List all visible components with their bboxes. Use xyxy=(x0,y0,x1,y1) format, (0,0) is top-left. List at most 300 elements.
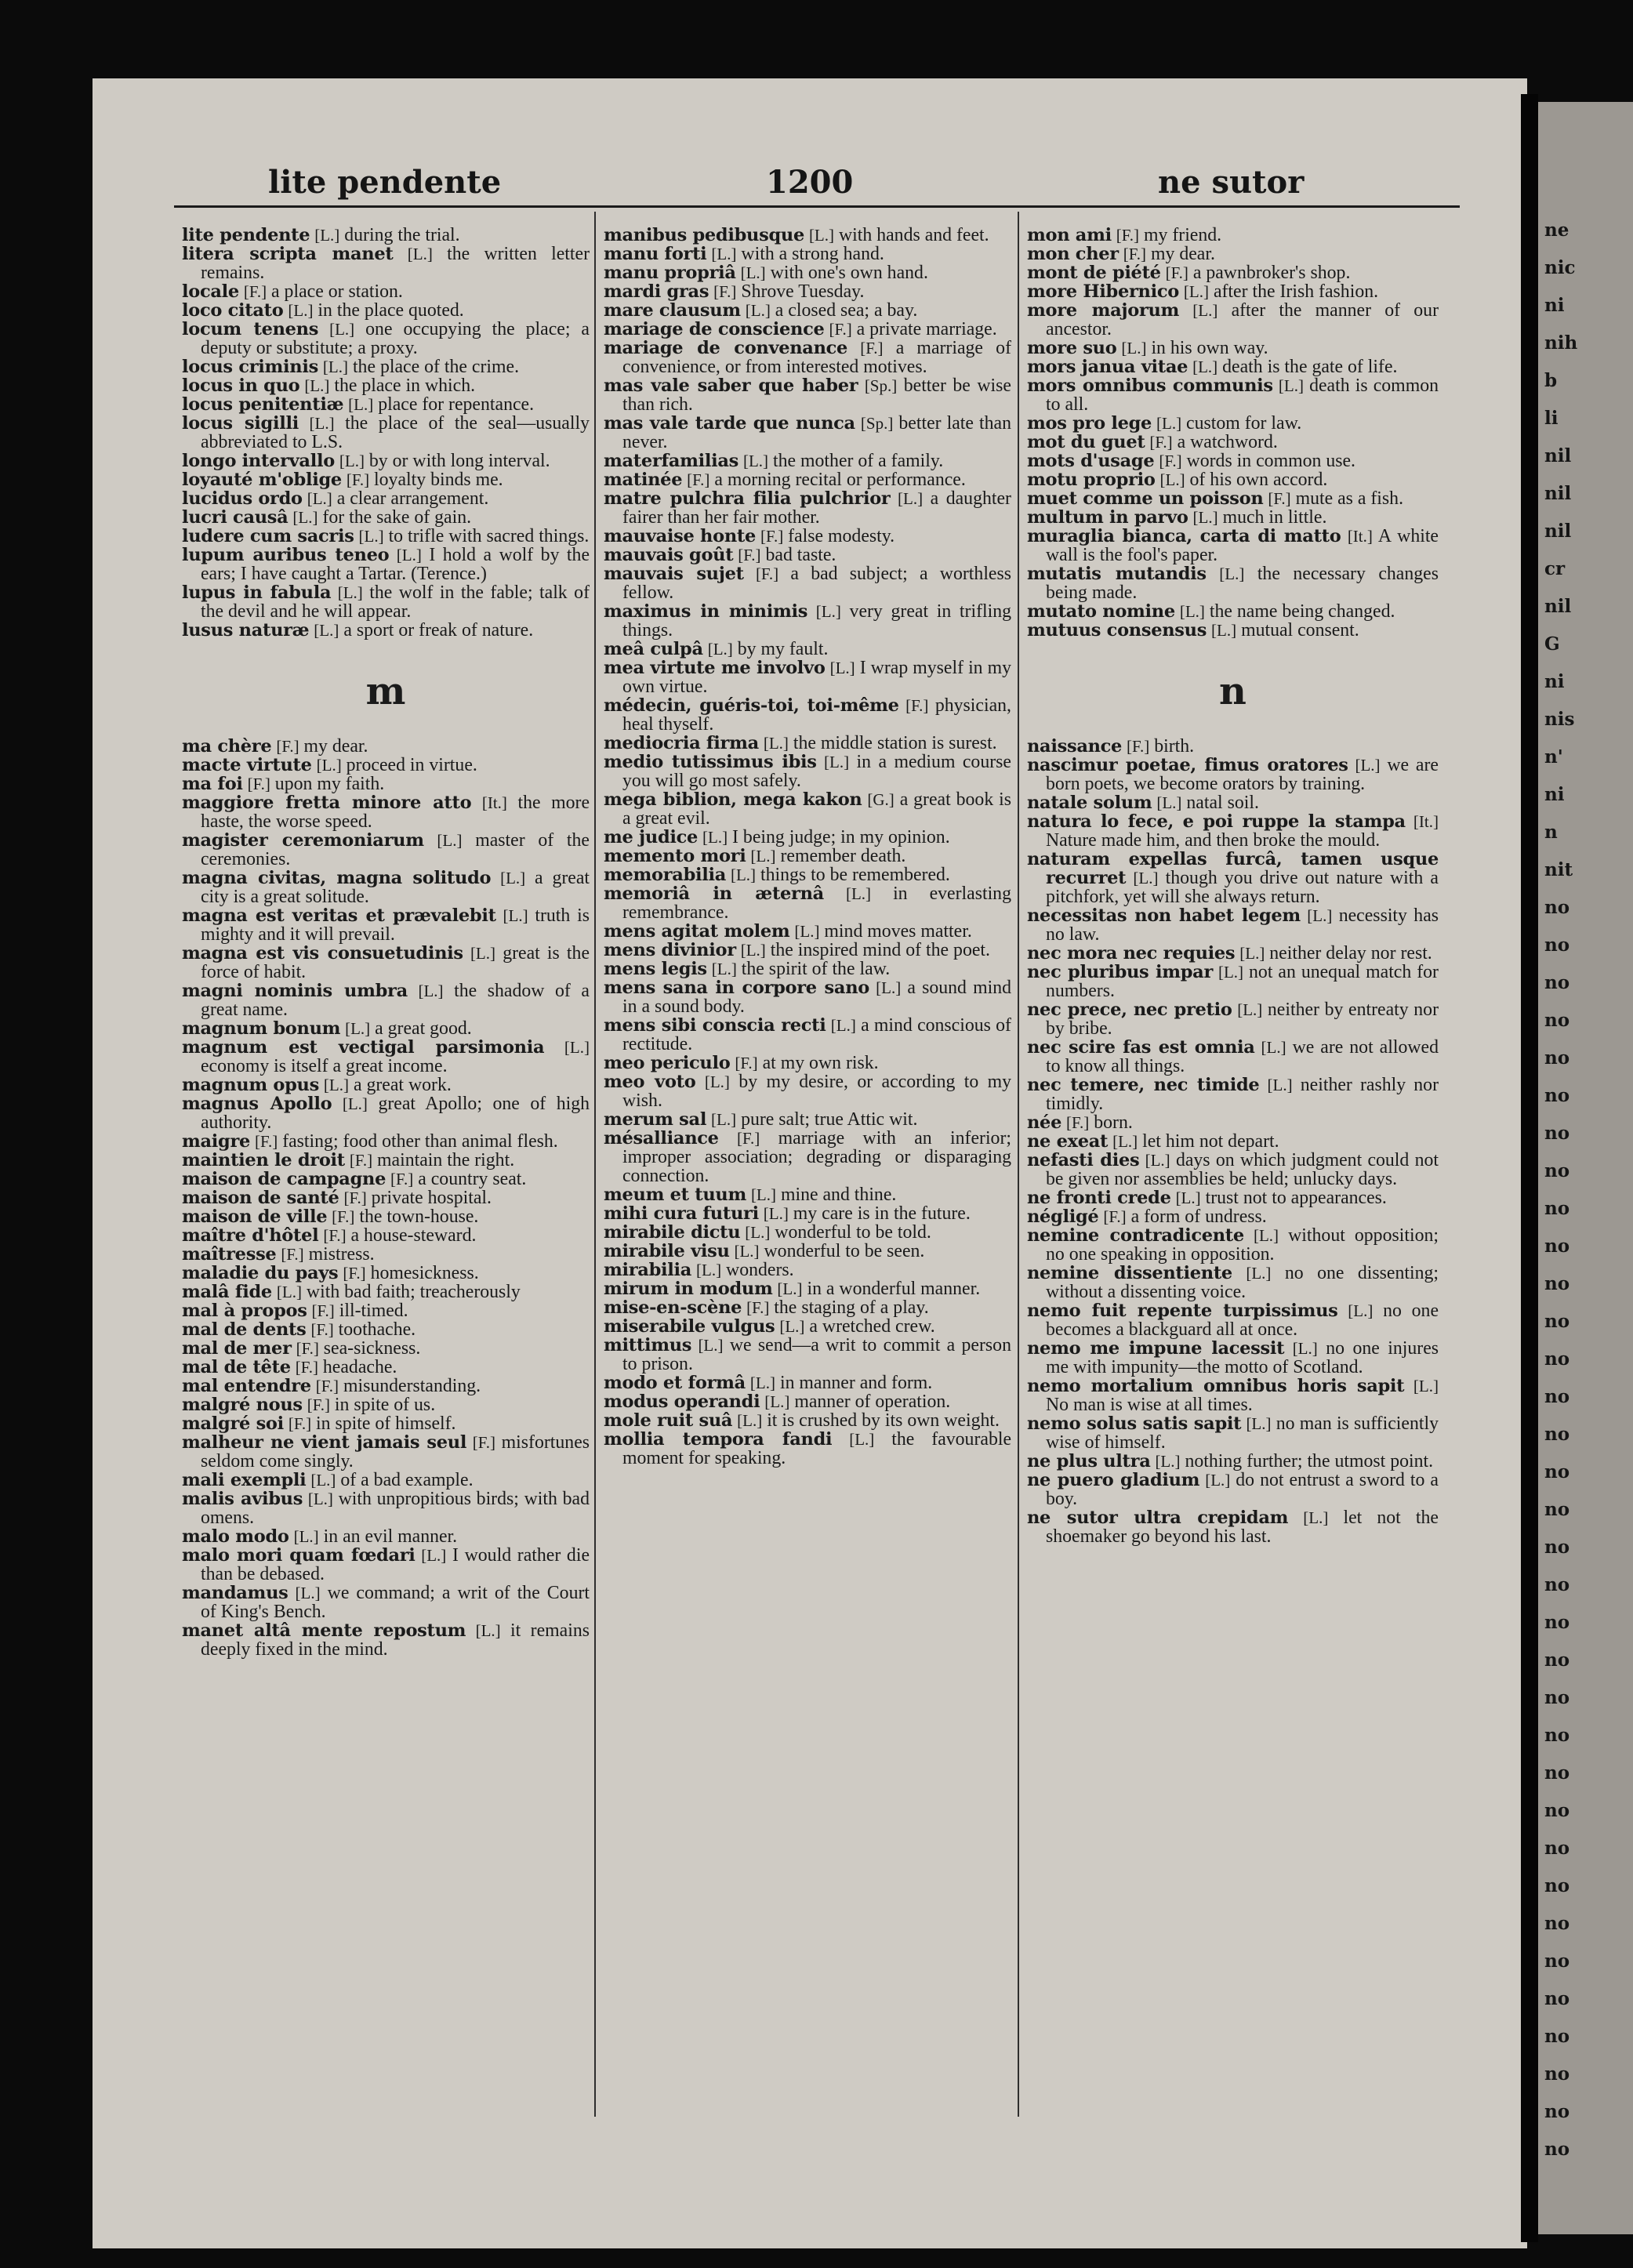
entry-headword: mas vale saber que haber xyxy=(604,376,858,396)
dictionary-entry xyxy=(1027,489,1439,508)
dictionary-entry xyxy=(182,944,590,982)
entry-definition: things to be remembered. xyxy=(760,865,950,885)
entry-headword: maigre xyxy=(182,1131,251,1152)
entry-headword: ne fronti crede xyxy=(1027,1188,1171,1208)
entry-headword: nemo me impune lacessit xyxy=(1027,1338,1285,1359)
dictionary-entry xyxy=(1027,1207,1439,1226)
entry-definition: the staging of a play. xyxy=(774,1297,929,1318)
entry-language: [L.] xyxy=(1112,1132,1138,1151)
entry-definition: Nature made him, and then broke the mould. xyxy=(1046,830,1381,851)
entry-definition: a mind conscious of rectitude. xyxy=(622,1015,1011,1054)
entry-language: [L.] xyxy=(1133,869,1159,887)
entry-definition: my dear. xyxy=(303,736,368,757)
entry-definition: do not entrust a sword to a boy. xyxy=(1046,1470,1439,1509)
entry-language: [F.] xyxy=(315,1377,339,1395)
adjacent-page-word: no xyxy=(1544,1913,1570,1934)
entry-language: [L.] xyxy=(418,982,444,1000)
dictionary-entry xyxy=(182,470,590,489)
dictionary-entry xyxy=(182,301,590,320)
entry-headword: mens legis xyxy=(604,959,707,979)
dictionary-entry xyxy=(1027,1414,1439,1452)
entry-language: [L.] xyxy=(1192,508,1218,527)
entry-definition: the shadow of a great name. xyxy=(201,981,590,1020)
adjacent-page-word: no xyxy=(1544,1236,1570,1257)
dictionary-entry xyxy=(1027,737,1439,756)
entry-language: [L.] xyxy=(824,753,850,771)
entry-definition: we are not allowed to know all things. xyxy=(1046,1037,1439,1076)
adjacent-page-word: no xyxy=(1544,934,1570,956)
entry-definition: words in common use. xyxy=(1186,451,1356,471)
entry-definition: a country seat. xyxy=(418,1169,527,1189)
entry-headword: mea virtute me involvo xyxy=(604,658,826,678)
entry-language: [L.] xyxy=(470,944,496,963)
dictionary-entry xyxy=(182,282,590,301)
entry-language: [L.] xyxy=(1179,602,1205,621)
entry-headword: more suo xyxy=(1027,338,1117,358)
entry-language: [L.] xyxy=(348,395,374,414)
entry-language: [L.] xyxy=(310,1471,336,1490)
entry-definition: a closed sea; a bay. xyxy=(775,300,918,321)
entry-definition: wonderful to be seen. xyxy=(764,1241,925,1261)
adjacent-page-word: nil xyxy=(1544,596,1572,617)
entry-definition: we command; a writ of the Court of King's Bench. xyxy=(201,1583,590,1622)
entry-headword: modus operandi xyxy=(604,1392,760,1412)
entry-definition: born. xyxy=(1094,1112,1133,1133)
entry-headword: mal de tête xyxy=(182,1357,291,1377)
entry-language: [L.] xyxy=(1246,1414,1272,1433)
entry-definition: in spite of himself. xyxy=(316,1413,456,1434)
entry-language: [L.] xyxy=(564,1038,590,1057)
dictionary-entry xyxy=(604,978,1011,1016)
entry-definition: to trifle with sacred things. xyxy=(388,526,590,546)
entry-headword: matre pulchra filia pulchrior xyxy=(604,488,891,509)
entry-language: [L.] xyxy=(777,1279,803,1298)
entry-language: [L.] xyxy=(740,941,766,960)
dictionary-entry xyxy=(182,508,590,527)
entry-definition: by my fault. xyxy=(737,639,829,659)
entry-headword: nec prece, nec pretio xyxy=(1027,1000,1232,1020)
entry-definition: necessity has no law. xyxy=(1046,905,1439,945)
entry-headword: ne exeat xyxy=(1027,1131,1109,1152)
dictionary-entry xyxy=(604,640,1011,659)
entry-language: [L.] xyxy=(1261,1038,1286,1057)
dictionary-entry xyxy=(604,339,1011,376)
entry-language: [L.] xyxy=(815,602,841,621)
entry-language: [F.] xyxy=(738,546,761,564)
adjacent-page-word: nit xyxy=(1544,859,1573,880)
entry-definition: a clear arrangement. xyxy=(336,488,489,509)
entry-definition: the inspired mind of the poet. xyxy=(770,940,990,960)
dictionary-entry xyxy=(604,828,1011,847)
adjacent-page-word: no xyxy=(1544,1725,1570,1746)
entry-language: [F.] xyxy=(735,1054,758,1072)
entry-language: [F.] xyxy=(311,1301,335,1320)
entry-headword: naturam expellas furcâ, tamen usque recurret xyxy=(1027,849,1439,888)
entry-definition: no one becomes a blackguard all at once. xyxy=(1046,1301,1439,1340)
entry-headword: maintien le droit xyxy=(182,1150,345,1170)
dictionary-entry xyxy=(182,1226,590,1245)
entry-headword: malis avibus xyxy=(182,1489,303,1509)
entry-definition: let him not depart. xyxy=(1142,1131,1279,1152)
entry-language: [L.] xyxy=(421,1546,447,1565)
entry-definition: for the sake of gain. xyxy=(322,507,472,528)
entry-language: [L.] xyxy=(734,1242,760,1261)
entry-definition: during the trial. xyxy=(344,226,460,245)
entry-language: [L.] xyxy=(1239,944,1265,963)
dictionary-entry xyxy=(182,1132,590,1151)
entry-language: [L.] xyxy=(764,1392,790,1411)
entry-headword: manet altâ mente repostum xyxy=(182,1620,466,1641)
entry-definition: a great good. xyxy=(375,1018,472,1039)
entry-language: [L.] xyxy=(1211,621,1237,640)
entry-definition: in manner and form. xyxy=(779,1373,933,1393)
adjacent-page-word: no xyxy=(1544,1348,1570,1370)
entry-language: [L.] xyxy=(1307,906,1333,925)
entry-headword: naissance xyxy=(1027,736,1123,757)
dictionary-entry xyxy=(182,414,590,452)
entry-language: [L.] xyxy=(295,1584,321,1602)
dictionary-entry xyxy=(604,1298,1011,1317)
entry-definition: with hands and feet. xyxy=(838,226,989,245)
entry-headword: mos pro lege xyxy=(1027,413,1152,434)
entry-language: [L.] xyxy=(737,1411,763,1430)
dictionary-entry xyxy=(182,320,590,357)
entry-definition: the wolf in the fable; talk of the devil and he will appear. xyxy=(201,582,590,622)
dictionary-entry xyxy=(182,906,590,944)
dictionary-entry xyxy=(1027,376,1439,414)
entry-definition: one occupying the place; a deputy or substitute; a proxy. xyxy=(201,319,590,358)
dictionary-entry xyxy=(604,884,1011,922)
entry-language: [L.] xyxy=(730,865,757,884)
entry-definition: nothing further; the utmost point. xyxy=(1185,1451,1434,1471)
entry-headword: memento mori xyxy=(604,846,746,866)
entry-headword: loco citato xyxy=(182,300,284,321)
dictionary-entry xyxy=(182,395,590,414)
entry-definition: no one dissenting; without a dissenting voice. xyxy=(1046,1263,1439,1302)
dictionary-entry xyxy=(604,1430,1011,1468)
dictionary-entry xyxy=(182,982,590,1019)
dictionary-entry xyxy=(182,1038,590,1076)
entry-headword: magnus Apollo xyxy=(182,1094,332,1114)
entry-headword: manu propriâ xyxy=(604,263,736,283)
entry-definition: A white wall is the fool's paper. xyxy=(1046,526,1439,565)
adjacent-page-word: b xyxy=(1544,370,1558,391)
entry-language: [L.] xyxy=(1303,1508,1329,1527)
dictionary-entry xyxy=(182,621,590,640)
entry-definition: trust not to appearances. xyxy=(1205,1188,1387,1208)
entry-headword: nemo solus satis sapit xyxy=(1027,1413,1242,1434)
dictionary-entry xyxy=(604,414,1011,452)
dictionary-entry xyxy=(182,1621,590,1659)
entry-headword: mirabile visu xyxy=(604,1241,730,1261)
adjacent-page-word: no xyxy=(1544,1574,1570,1595)
entry-language: [F.] xyxy=(472,1433,495,1452)
dictionary-entry xyxy=(182,489,590,508)
entry-headword: muet comme un poisson xyxy=(1027,488,1264,509)
dictionary-entry xyxy=(182,1245,590,1264)
dictionary-entry xyxy=(1027,470,1439,489)
entry-definition: much in little. xyxy=(1222,507,1327,528)
entry-definition: we are born poets, we become orators by training. xyxy=(1046,755,1439,794)
dictionary-entry xyxy=(182,1433,590,1471)
entry-definition: mine and thine. xyxy=(780,1185,897,1205)
adjacent-page-word: no xyxy=(1544,1687,1570,1708)
entry-definition: a great city is a great solitude. xyxy=(201,868,590,907)
entry-language: [L.] xyxy=(898,489,924,508)
dictionary-entry xyxy=(604,1392,1011,1411)
entry-headword: malâ fide xyxy=(182,1282,272,1302)
dictionary-entry xyxy=(604,452,1011,470)
entry-headword: macte virtute xyxy=(182,755,312,775)
entry-headword: magna civitas, magna solitudo xyxy=(182,868,492,888)
entry-definition: master of the ceremonies. xyxy=(201,830,590,869)
entry-language: [L.] xyxy=(500,869,526,887)
entry-headword: mal de dents xyxy=(182,1319,307,1340)
dictionary-entry xyxy=(182,546,590,583)
dictionary-entry xyxy=(182,1188,590,1207)
dictionary-entry xyxy=(604,1411,1011,1430)
entry-headword: locus penitentiæ xyxy=(182,394,344,415)
entry-headword: locum tenens xyxy=(182,319,319,339)
entry-definition: after the manner of our ancestor. xyxy=(1046,300,1439,339)
entry-language: [L.] xyxy=(314,226,340,245)
dictionary-entry xyxy=(182,245,590,282)
dictionary-entry xyxy=(1027,263,1439,282)
entry-definition: custom for law. xyxy=(1186,413,1302,434)
dictionary-entry xyxy=(1027,564,1439,602)
entry-language: [L.] xyxy=(1192,357,1218,376)
entry-headword: mare clausum xyxy=(604,300,741,321)
dictionary-entry xyxy=(182,1584,590,1621)
entry-definition: remember death. xyxy=(780,846,906,866)
entry-headword: lucidus ordo xyxy=(182,488,303,509)
entry-headword: locale xyxy=(182,281,239,302)
entry-definition: in everlasting remembrance. xyxy=(622,884,1011,923)
entry-definition: I being judge; in my opinion. xyxy=(732,827,950,847)
entry-headword: née xyxy=(1027,1112,1062,1133)
entry-headword: maggiore fretta minore atto xyxy=(182,793,472,813)
entry-language: [F.] xyxy=(1159,452,1182,470)
entry-headword: nemo fuit repente turpissimus xyxy=(1027,1301,1338,1321)
entry-language: [L.] xyxy=(1219,564,1245,583)
dictionary-entry xyxy=(604,489,1011,527)
dictionary-entry xyxy=(182,1170,590,1188)
entry-language: [F.] xyxy=(255,1132,278,1151)
entry-definition: physician, heal thyself. xyxy=(622,695,1011,735)
dictionary-entry xyxy=(604,1016,1011,1054)
entry-headword: mors omnibus communis xyxy=(1027,376,1273,396)
entry-headword: mauvaise honte xyxy=(604,526,756,546)
dictionary-entry xyxy=(1027,1339,1439,1377)
dictionary-entry xyxy=(182,357,590,376)
entry-headword: meum et tuum xyxy=(604,1185,746,1205)
entry-headword: locus criminis xyxy=(182,357,318,377)
entry-language: [L.] xyxy=(711,245,737,263)
entry-definition: wonders. xyxy=(726,1260,794,1280)
dictionary-entry xyxy=(1027,1264,1439,1301)
adjacent-page-word: nil xyxy=(1544,483,1572,504)
dictionary-entry xyxy=(182,1358,590,1377)
entry-definition: false modesty. xyxy=(788,526,895,546)
entry-language: [F.] xyxy=(860,339,884,357)
running-head-left: lite pendente xyxy=(268,164,502,201)
dictionary-entry xyxy=(182,583,590,621)
entry-definition: it is crushed by its own weight. xyxy=(767,1410,1000,1431)
dictionary-entry xyxy=(1027,1226,1439,1264)
entry-language: [L.] xyxy=(745,301,771,320)
dictionary-entry xyxy=(604,696,1011,734)
entry-definition: I hold a wolf by the ears; I have caught a Tartar. (Terence.) xyxy=(201,545,590,584)
adjacent-page-word: ni xyxy=(1544,784,1565,805)
entry-definition: a form of undress. xyxy=(1130,1207,1267,1227)
entry-language: [L.] xyxy=(396,546,422,564)
entry-language: [L.] xyxy=(322,357,348,376)
dictionary-entry xyxy=(1027,602,1439,621)
entry-definition: the more haste, the worse speed. xyxy=(201,793,590,832)
dictionary-entry xyxy=(182,226,590,245)
dictionary-column-2 xyxy=(604,226,1011,2107)
dictionary-entry xyxy=(604,546,1011,564)
dictionary-entry xyxy=(182,376,590,395)
dictionary-entry xyxy=(182,1207,590,1226)
dictionary-entry xyxy=(1027,1508,1439,1546)
entry-language: [Sp.] xyxy=(864,376,898,395)
adjacent-page-word: no xyxy=(1544,897,1570,918)
entry-headword: mal entendre xyxy=(182,1376,311,1396)
entry-definition: the place of the crime. xyxy=(352,357,520,377)
adjacent-page-word: ni xyxy=(1544,295,1565,316)
entry-definition: marriage with an inferior; improper association; degrading or disparaging connection. xyxy=(622,1128,1011,1186)
entry-definition: my dear. xyxy=(1150,244,1215,264)
entry-headword: ma foi xyxy=(182,774,243,794)
dictionary-entry xyxy=(604,1242,1011,1261)
entry-definition: a sound mind in a sound body. xyxy=(622,978,1011,1017)
entry-headword: mardi gras xyxy=(604,281,709,302)
entry-language: [L.] xyxy=(829,659,855,677)
entry-headword: magni nominis umbra xyxy=(182,981,408,1001)
entry-definition: no one injures me with impunity—the motto of Scotland. xyxy=(1046,1338,1439,1377)
dictionary-entry xyxy=(1027,1471,1439,1508)
entry-definition: headache. xyxy=(322,1357,397,1377)
entry-headword: mal de mer xyxy=(182,1338,292,1359)
entry-headword: mas vale tarde que nunca xyxy=(604,413,855,434)
entry-definition: a house-steward. xyxy=(350,1225,477,1246)
adjacent-page-word: no xyxy=(1544,1875,1570,1896)
dictionary-entry xyxy=(182,793,590,831)
dictionary-entry xyxy=(182,1019,590,1038)
entry-headword: mali exempli xyxy=(182,1470,307,1490)
entry-language: [F.] xyxy=(829,320,852,339)
entry-headword: miserabile vulgus xyxy=(604,1316,775,1337)
dictionary-entry xyxy=(604,790,1011,828)
dictionary-entry xyxy=(1027,1301,1439,1339)
entry-language: [L.] xyxy=(475,1621,501,1640)
running-header xyxy=(174,157,1460,208)
entry-language: [L.] xyxy=(1205,1471,1231,1490)
entry-headword: locus sigilli xyxy=(182,413,299,434)
entry-definition: a great work. xyxy=(353,1075,452,1095)
entry-headword: mot du guet xyxy=(1027,432,1145,452)
adjacent-page-word: no xyxy=(1544,1311,1570,1332)
entry-definition: of a bad example. xyxy=(340,1470,474,1490)
dictionary-column-1 xyxy=(182,226,590,2107)
entry-definition: the necessary changes being made. xyxy=(1046,564,1439,603)
entry-headword: mutuus consensus xyxy=(1027,620,1207,640)
dictionary-entry xyxy=(182,831,590,869)
entry-language: [L.] xyxy=(808,226,835,245)
entry-language: [L.] xyxy=(1183,282,1209,301)
entry-headword: maladie du pays xyxy=(182,1263,339,1283)
dictionary-entry xyxy=(1027,756,1439,793)
entry-headword: ne plus ultra xyxy=(1027,1451,1151,1471)
entry-headword: mens divinior xyxy=(604,940,736,960)
dictionary-entry xyxy=(604,1336,1011,1374)
book-spine xyxy=(1521,94,1538,2242)
entry-headword: mauvais sujet xyxy=(604,564,744,584)
entry-language: [L.] xyxy=(503,906,528,925)
dictionary-entry xyxy=(1027,1076,1439,1113)
adjacent-page-word: nis xyxy=(1544,709,1575,730)
entry-language: [F.] xyxy=(1103,1207,1127,1226)
adjacent-page-word: no xyxy=(1544,2063,1570,2085)
entry-language: [L.] xyxy=(1156,793,1182,812)
entry-headword: mauvais goût xyxy=(604,545,734,565)
dictionary-entry xyxy=(1027,433,1439,452)
dictionary-entry xyxy=(1027,1000,1439,1038)
entry-language: [L.] xyxy=(1253,1226,1279,1245)
dictionary-entry xyxy=(604,470,1011,489)
entry-language: [F.] xyxy=(390,1170,414,1188)
adjacent-page-word: no xyxy=(1544,1461,1570,1482)
adjacent-page-word: ni xyxy=(1544,671,1565,692)
dictionary-entry xyxy=(182,869,590,906)
entry-definition: in an evil manner. xyxy=(323,1526,458,1547)
adjacent-page-word: no xyxy=(1544,1499,1570,1520)
entry-language: [L.] xyxy=(750,1185,777,1204)
entry-headword: médecin, guéris-toi, toi-même xyxy=(604,695,899,716)
entry-headword: mens sana in corpore sano xyxy=(604,978,869,998)
entry-headword: lusus naturæ xyxy=(182,620,310,640)
column-rule xyxy=(594,212,596,2117)
adjacent-page-word: no xyxy=(1544,1010,1570,1031)
entry-headword: ne puero gladium xyxy=(1027,1470,1200,1490)
entry-definition: by or with long interval. xyxy=(368,451,550,471)
entry-headword: mens agitat molem xyxy=(604,921,790,942)
entry-definition: great is the force of habit. xyxy=(201,943,590,982)
entry-language: [L.] xyxy=(763,1204,789,1223)
entry-language: [L.] xyxy=(329,320,355,339)
entry-headword: nec scire fas est omnia xyxy=(1027,1037,1255,1058)
dictionary-entry xyxy=(604,1261,1011,1279)
entry-definition: death is the gate of life. xyxy=(1222,357,1398,377)
entry-language: [L.] xyxy=(745,1223,771,1242)
entry-language: [L.] xyxy=(740,263,766,282)
entry-definition: No man is wise at all times. xyxy=(1046,1395,1253,1415)
entry-definition: in spite of us. xyxy=(334,1395,436,1415)
entry-headword: locus in quo xyxy=(182,376,300,396)
entry-language: [F.] xyxy=(288,1414,312,1433)
entry-definition: very great in trifling things. xyxy=(622,601,1011,640)
entry-definition: death is common to all. xyxy=(1046,376,1439,415)
dictionary-entry xyxy=(604,1072,1011,1110)
dictionary-entry xyxy=(1027,1452,1439,1471)
adjacent-page-word: no xyxy=(1544,1838,1570,1859)
entry-language: [L.] xyxy=(830,1016,856,1035)
entry-headword: multum in parvo xyxy=(1027,507,1188,528)
adjacent-page-fragment xyxy=(1538,102,1633,2234)
running-head-right: ne sutor xyxy=(1158,164,1305,201)
dictionary-entry xyxy=(1027,282,1439,301)
